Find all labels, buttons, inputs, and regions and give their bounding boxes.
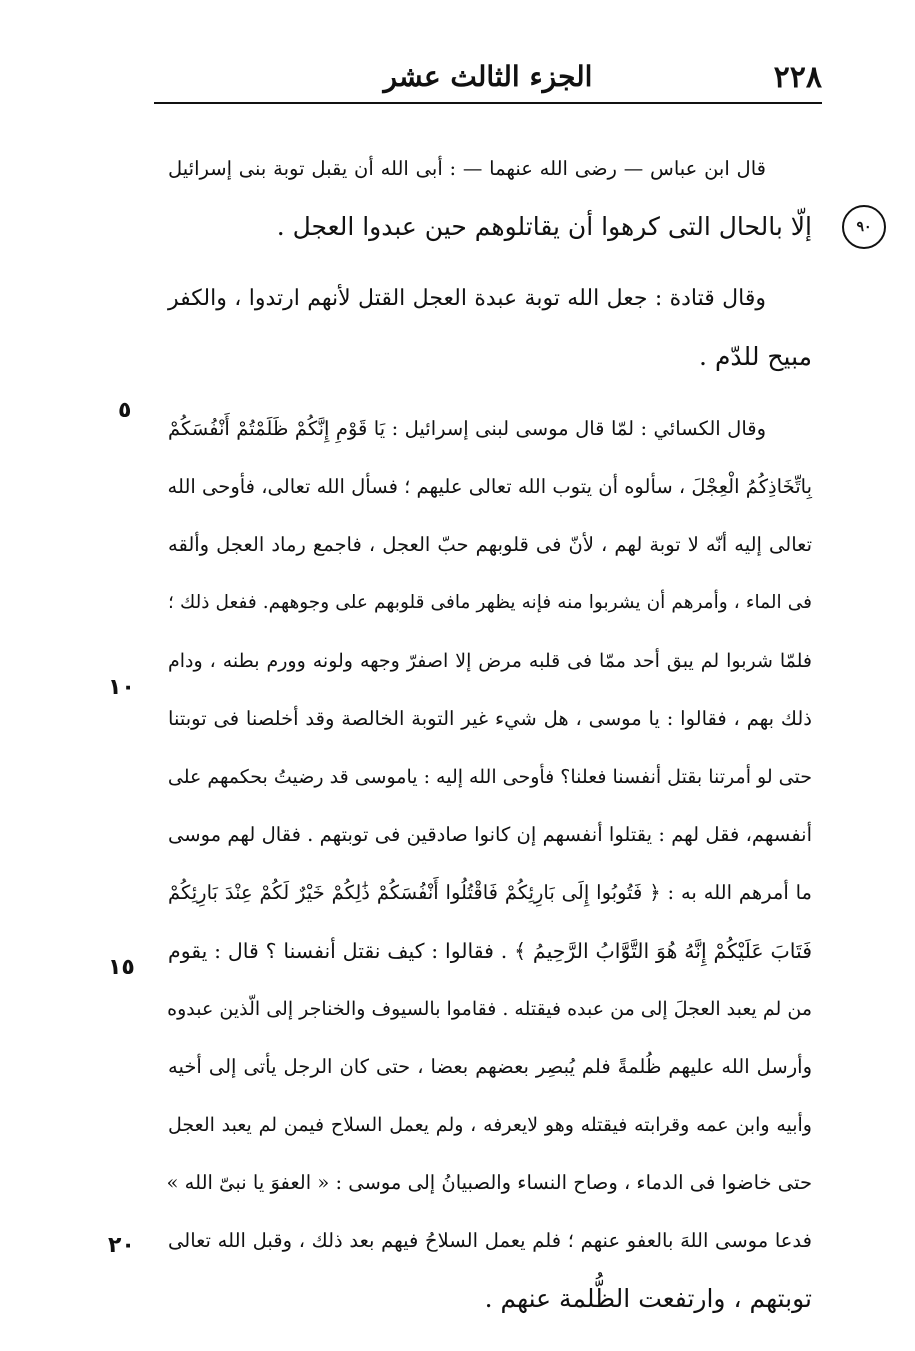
line-number-15: ١٥ xyxy=(108,955,135,980)
text-line: أنفسهم، فقل لهم : يقتلوا أنفسهم إن كانوا صادقين فى توبتهم . فقال لهم موسى xyxy=(168,823,812,846)
text-line: قال ابن عباس — رضى الله عنهما — : أبى الله أن يقبل توبة بنى إسرائيل xyxy=(168,157,766,180)
running-title: الجزء الثالث عشر xyxy=(383,60,593,93)
text-line: فدعا موسى اللهَ بالعفو عنهم ؛ فلم يعمل السلاحُ فيهم بعد ذلك ، وقبل الله تعالى xyxy=(168,1229,812,1252)
text-line: وأرسل الله عليهم ظُلمةً فلم يُبصِر بعضهم بعضا ، حتى كان الرجل يأتى إلى أخيه xyxy=(168,1055,812,1078)
header-rule xyxy=(154,102,822,104)
body-text xyxy=(168,140,812,1328)
text-line: ما أمرهم الله به : ﴿ فَتُوبُوا إِلَى بَارِئِكُمْ فَاقْتُلُوا أَنْفُسَكُمْ ذَٰلِكُمْ خَيْرٌ لَكُمْ عِنْدَ بَارِئِكُمْ xyxy=(168,881,812,904)
line-number-5: ٥ xyxy=(118,398,132,423)
text-line: حتى لو أمرتنا بقتل أنفسنا فعلنا؟ فأوحى الله إليه : ياموسى قد رضيتُ بحكمهم على xyxy=(167,766,812,788)
text-line: فَتَابَ عَلَيْكُمْ إِنَّهُ هُوَ التَّوَّابُ الرَّحِيمُ ﴾ . فقالوا : كيف نقتل أنفسنا ؟ قال : يقوم xyxy=(168,939,812,963)
text-line: مبيح للدّم . xyxy=(699,342,812,371)
text-line: فى الماء ، وأمرهم أن يشربوا منه فإنه يظهر مافى قلوبهم على وجوههم. ففعل ذلك ؛ xyxy=(168,592,812,613)
text-line: ذلك بهم ، فقالوا : يا موسى ، هل شيء غير التوبة الخالصة وقد أخلصنا فى توبتنا xyxy=(168,707,812,730)
line-number-10: ١٠ xyxy=(108,675,135,700)
text-line: حتى خاضوا فى الدماء ، وصاح النساء والصبيانُ إلى موسى : « العفوَ يا نبىّ الله » xyxy=(166,1171,812,1194)
text-line: بِاتِّخَاذِكُمُ الْعِجْلَ ، سألوه أن يتوب الله تعالى عليهم ؛ فسأل الله تعالى، فأوحى الله xyxy=(167,475,812,498)
margin-reference-mark: ٩٠ xyxy=(842,205,886,249)
running-header xyxy=(154,58,822,102)
page-number: ٢٢٨ xyxy=(773,60,822,95)
line-number-20: ٢٠ xyxy=(108,1233,135,1258)
text-line: تعالى إليه أنّه لا توبة لهم ، لأنّ فى قلوبهم حبّ العجل ، فاجمع رماد العجل وألقه xyxy=(168,533,812,556)
text-line: من لم يعبد العجلَ إلى من عبده فيقتله . فقاموا بالسيوف والخناجر إلى الّذين عبدوه xyxy=(167,998,812,1020)
text-line: إلّا بالحال التى كرهوا أن يقاتلوهم حين عبدوا العجل . xyxy=(276,212,812,241)
text-line: وقال الكسائي : لمّا قال موسى لبنى إسرائيل : يَا قَوْمِ إِنَّكُمْ ظَلَمْتُمْ أَنْفُسَكُمْ xyxy=(168,417,766,440)
text-line: توبتهم ، وارتفعت الظُّلمة عنهم . xyxy=(484,1284,812,1313)
text-line: فلمّا شربوا لم يبق أحد ممّا فى قلبه مرض إلا اصفرّ وجهه ولونه وورم بطنه ، ودام xyxy=(168,650,812,672)
text-line: وأبيه وابن عمه وقرابته فيقتله وهو لايعرفه ، ولم يعمل السلاح فيمن لم يعبد العجل xyxy=(168,1114,812,1136)
text-line: وقال قتادة : جعل الله توبة عبدة العجل القتل لأنهم ارتدوا ، والكفر xyxy=(168,286,766,311)
